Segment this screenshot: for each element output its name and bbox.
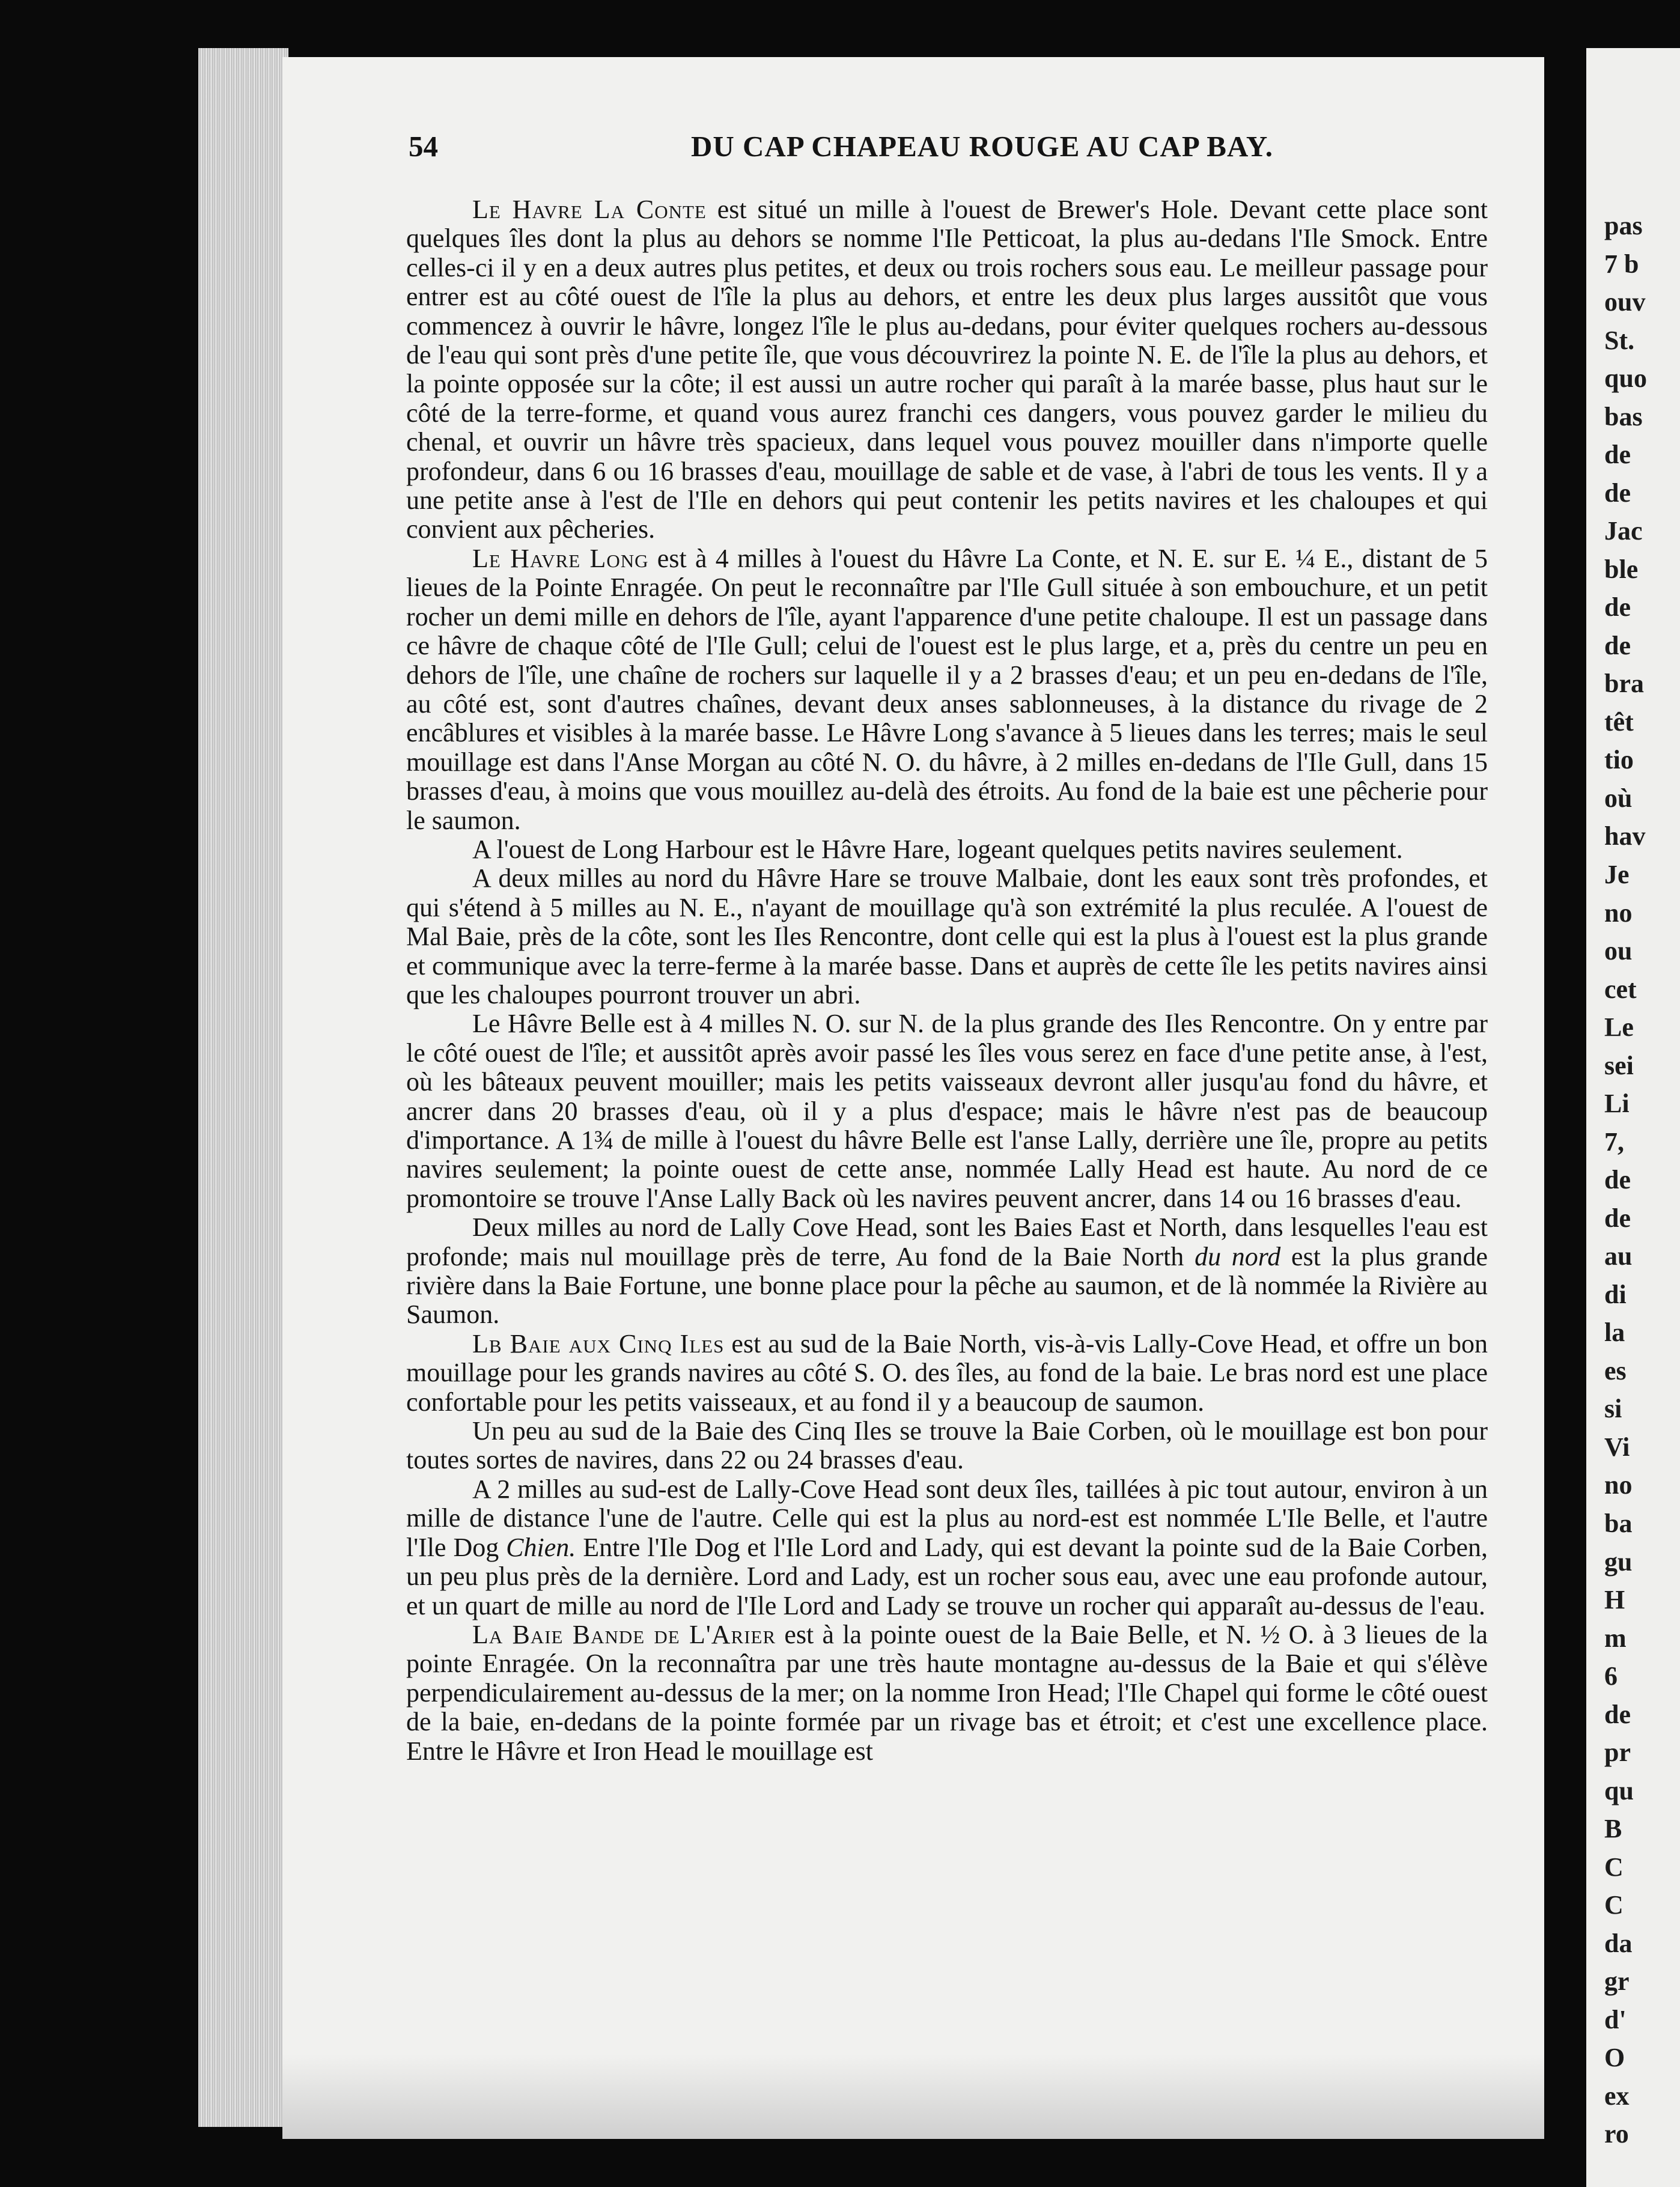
facing-page-fragment: bra bbox=[1604, 669, 1644, 699]
paragraph bbox=[406, 1475, 1488, 1620]
facing-page-fragment: de bbox=[1604, 440, 1631, 470]
paragraph-text: est à 4 milles à l'ouest du Hâvre La Conte, et N. E. sur E. ¼ E., distant de 5 lieues de la Pointe Enragée. On peut le reconnaître par l'Ile Gull située à son embouchure, et un petit rocher un demi mille en dehors de l'île, ayant l'apparence d'une petite chaloupe. Il est un passage dans ce hâvre de chaque côté de l'Ile Gull; celui de l'ouest est le plus large, et a, près du centre un peu en dehors de l'île, une chaîne de rochers sur laquelle il y a 2 brasses d'eau; et un peu en-dedans de l'île, au côté est, sont d'autres chaînes, devant deux anses sablonneuses, à la distance du rivage de 2 encâblures et visibles à la marée basse. Le Hâvre Long s'avance à 5 lieues dans les terres; mais le seul mouillage est dans l'Anse Morgan au côté N. O. du hâvre, à 2 milles en-dedans de l'Ile Gull, dans 15 brasses d'eau, à moins que vous mouillez au-delà des étroits. Au fond de la baie est une pêcherie pour le saumon. bbox=[406, 543, 1488, 835]
facing-page-fragment: ba bbox=[1604, 1509, 1633, 1538]
paragraph-text: Le Hâvre Belle est à 4 milles N. O. sur N. de la plus grande des Iles Rencontre. On y entre par le côté ouest de l'île; et aussitôt après avoir passé les îles vous serez en face d'une petite anse, à l'est, où les bâteaux peuvent mouiller; mais les petits vaisseaux devront aller jusqu'au fond du hâvre, et ancrer dans 20 brasses d'eau, où il y a plus d'espace; mais le hâvre n'est pas de beaucoup d'importance. A 1¾ de mille à l'ouest du hâvre Belle est l'anse Lally, derrière une île, propre au petits navires seulement; la pointe ouest de cette anse, nommée Lally Head est haute. Au nord de ce promontoire se trouve l'Anse Lally Back où les navires peuvent ancrer, dans 14 ou 16 brasses d'eau. bbox=[406, 1009, 1488, 1213]
facing-page-fragment: au bbox=[1604, 1241, 1633, 1271]
paragraph-lead: Lb Baie aux Cinq Iles bbox=[472, 1328, 725, 1358]
facing-page-fragment: Li bbox=[1604, 1089, 1630, 1119]
facing-page-fragment: ble bbox=[1604, 554, 1639, 584]
facing-page-fragment: da bbox=[1604, 1928, 1633, 1958]
paragraph-lead: Le Havre Long bbox=[472, 543, 649, 573]
facing-page-fragment: ouv bbox=[1604, 287, 1646, 317]
facing-page-edge bbox=[1586, 48, 1680, 2187]
page-bottom-shade bbox=[282, 2055, 1544, 2139]
facing-page-fragment: qu bbox=[1604, 1775, 1634, 1805]
paragraph-lead: Le Havre La Conte bbox=[472, 195, 707, 224]
facing-page-fragment: hav bbox=[1604, 821, 1646, 851]
paragraph bbox=[406, 1213, 1488, 1330]
facing-page-fragment: de bbox=[1604, 1165, 1631, 1195]
facing-page-fragment: pas bbox=[1604, 211, 1643, 240]
facing-page-fragment: C bbox=[1604, 1890, 1624, 1920]
paragraph-text: est situé un mille à l'ouest de Brewer's Hole. Devant cette place sont quelques îles dont la plus au dehors se nomme l'Ile Petticoat, la plus au-dedans l'Ile Smock. Entre celles-ci il y en a deux autres plus petites, et deux ou trois rochers sous eau. Le meilleur passage pour entrer est au côté ouest de l'île la plus au dehors, et entre les deux plus larges aussitôt que vous commencez à ouvrir le hâvre, longez l'île le plus au-dedans, pour éviter quelques rochers au-dessous de l'eau qui sont près d'une petite île, que vous découvrirez la pointe N. E. de l'île la plus au dehors, et la pointe opposée sur la côte; il est aussi un autre rocher qui paraît à la marée basse, plus haut sur le côté de la terre-forme, et quand vous aurez franchi ces dangers, vous pouvez garder le milieu du chenal, et ouvrir un hâvre très spacieux, dans lequel vous pouvez mouiller dans n'importe quelle profondeur, dans 6 ou 16 brasses d'eau, mouillage de sable et de vase, à l'abri de tous les vents. Il y a une petite anse à l'est de l'Ile en dehors qui peut contenir les petits navires et les chaloupes et qui convient aux pêcheries. bbox=[406, 195, 1488, 544]
facing-page-fragment: O bbox=[1604, 2043, 1625, 2073]
paragraph bbox=[406, 864, 1488, 1009]
facing-page-fragment: quo bbox=[1604, 363, 1647, 394]
facing-page-fragment: B bbox=[1604, 1814, 1622, 1844]
facing-page-fragment: 6 bbox=[1604, 1661, 1618, 1691]
facing-page-fragment: d' bbox=[1604, 2004, 1627, 2034]
body-text bbox=[406, 195, 1488, 1766]
paragraph-text: est à la pointe ouest de la Baie Belle, et N. ½ O. à 3 lieues de la pointe Enragée. On la reconnaîtra par une très haute montagne au-dessus de la Baie et qui s'élève perpendiculairement au-dessus de la mer; on la nomme Iron Head; l'Ile Chapel qui forme le côté ouest de la baie, en-dedans de la pointe formée par un rivage bas et étroit; et c'est une excellence place. Entre le Hâvre et Iron Head le mouillage est bbox=[406, 1619, 1488, 1766]
facing-page-fragment: es bbox=[1604, 1355, 1627, 1386]
paragraph-italic: Chien. bbox=[506, 1532, 576, 1562]
facing-page-fragment: où bbox=[1604, 783, 1633, 813]
facing-page-fragment: m bbox=[1604, 1623, 1627, 1653]
paragraph-text: A 2 milles au sud-est de Lally-Cove Head sont deux îles, taillées à pic tout autour, environ à un mille de distance l'une de l'autre. Celle qui est la plus au nord-est est nommée L'Ile Belle, et l'autre l'Ile Dog bbox=[406, 1474, 1488, 1562]
facing-page-fragment: Vi bbox=[1604, 1432, 1630, 1462]
facing-page-fragment: no bbox=[1604, 1470, 1633, 1500]
book-page-edges bbox=[198, 48, 288, 2127]
paragraph bbox=[406, 835, 1488, 864]
facing-page-fragment: sei bbox=[1604, 1050, 1634, 1080]
paragraph-italic: du nord bbox=[1195, 1241, 1281, 1271]
paragraph bbox=[406, 195, 1488, 544]
facing-page-fragment: no bbox=[1604, 898, 1633, 928]
facing-page-fragment: di bbox=[1604, 1279, 1627, 1309]
facing-page-fragment: de bbox=[1604, 1699, 1631, 1729]
paragraph bbox=[406, 544, 1488, 835]
paragraph-tail: Entre l'Ile Dog et l'Ile Lord and Lady, qui est devant la pointe sud de la Baie Corben, un peu plus près de la dernière. Lord and Lady, est un rocher sous eau, avec une eau profonde autour, et un quart de mille au nord de l'Ile Lord and Lady se trouve un rocher qui apparaît au-dessus de l'eau. bbox=[406, 1532, 1488, 1620]
facing-page-fragment: têt bbox=[1604, 707, 1634, 737]
facing-page-fragment: Le bbox=[1604, 1012, 1634, 1042]
paragraph bbox=[406, 1417, 1488, 1475]
facing-page-fragment: C bbox=[1604, 1852, 1624, 1882]
facing-page-fragment: 7, bbox=[1604, 1127, 1624, 1157]
facing-page-fragment: 7 b bbox=[1604, 249, 1639, 279]
facing-page-fragment: la bbox=[1604, 1318, 1625, 1348]
paragraph bbox=[406, 1620, 1488, 1766]
facing-page-fragment: de bbox=[1604, 1203, 1631, 1233]
running-head-title: DU CAP CHAPEAU ROUGE AU CAP BAY. bbox=[691, 130, 1274, 163]
facing-page-fragment: si bbox=[1604, 1394, 1622, 1424]
facing-page-fragment: ex bbox=[1604, 2081, 1630, 2111]
facing-page-fragment: tio bbox=[1604, 745, 1634, 775]
facing-page-fragment: Jac bbox=[1604, 516, 1643, 546]
page-number: 54 bbox=[409, 130, 438, 163]
paragraph-tail: est la plus grande rivière dans la Baie Fortune, une bonne place pour la pêche au saumon, et de là nommée la Rivière au Saumon. bbox=[406, 1241, 1488, 1330]
facing-page-fragment: cet bbox=[1604, 974, 1637, 1004]
paragraph-text: A deux milles au nord du Hâvre Hare se trouve Malbaie, dont les eaux sont très profondes, et qui s'étend à 5 milles au N. E., n'ayant de mouillage qu'à son extrémité la plus reculée. A l'ouest de Mal Baie, près de la côte, sont les Iles Rencontre, dont celle qui est la plus à l'ouest est la plus grande et communique avec la terre-ferme à la marée basse. Dans et auprès de cette île les petits navires ainsi que les chaloupes pourront trouver un abri. bbox=[406, 863, 1488, 1009]
facing-page-fragment: H bbox=[1604, 1585, 1625, 1615]
facing-page-fragment: gr bbox=[1604, 1966, 1630, 1997]
facing-page-fragment: Je bbox=[1604, 860, 1630, 889]
paragraph-text: A l'ouest de Long Harbour est le Hâvre Hare, logeant quelques petits navires seulement. bbox=[472, 834, 1403, 864]
paragraph bbox=[406, 1330, 1488, 1417]
facing-page-fragment: ro bbox=[1604, 2119, 1629, 2149]
paragraph-text: Un peu au sud de la Baie des Cinq Iles se trouve la Baie Corben, où le mouillage est bon pour toutes sortes de navires, dans 22 ou 24 brasses d'eau. bbox=[406, 1416, 1488, 1475]
paragraph bbox=[406, 1009, 1488, 1213]
paragraph-text: Deux milles au nord de Lally Cove Head, sont les Baies East et North, dans lesquelles l'eau est profonde; mais nul mouillage près de terre, Au fond de la Baie North bbox=[406, 1212, 1488, 1271]
facing-page-fragment: bas bbox=[1604, 401, 1643, 431]
facing-page-fragment: de bbox=[1604, 478, 1631, 508]
facing-page-fragment: pr bbox=[1604, 1738, 1631, 1768]
facing-page-fragment: de bbox=[1604, 592, 1631, 622]
facing-page-fragment: de bbox=[1604, 630, 1631, 660]
paragraph-lead: La Baie Bande de L'Arier bbox=[472, 1619, 776, 1649]
paragraph-text: est au sud de la Baie North, vis-à-vis Lally-Cove Head, et offre un bon mouillage pour les grands navires au côté S. O. des îles, au fond de la baie. Le bras nord est une place confortable pour les petits vaisseaux, et au fond il y a beaucoup de saumon. bbox=[406, 1328, 1488, 1417]
facing-page-fragment: St. bbox=[1604, 325, 1635, 355]
facing-page-fragment: ou bbox=[1604, 936, 1633, 966]
facing-page-fragment: gu bbox=[1604, 1547, 1633, 1577]
